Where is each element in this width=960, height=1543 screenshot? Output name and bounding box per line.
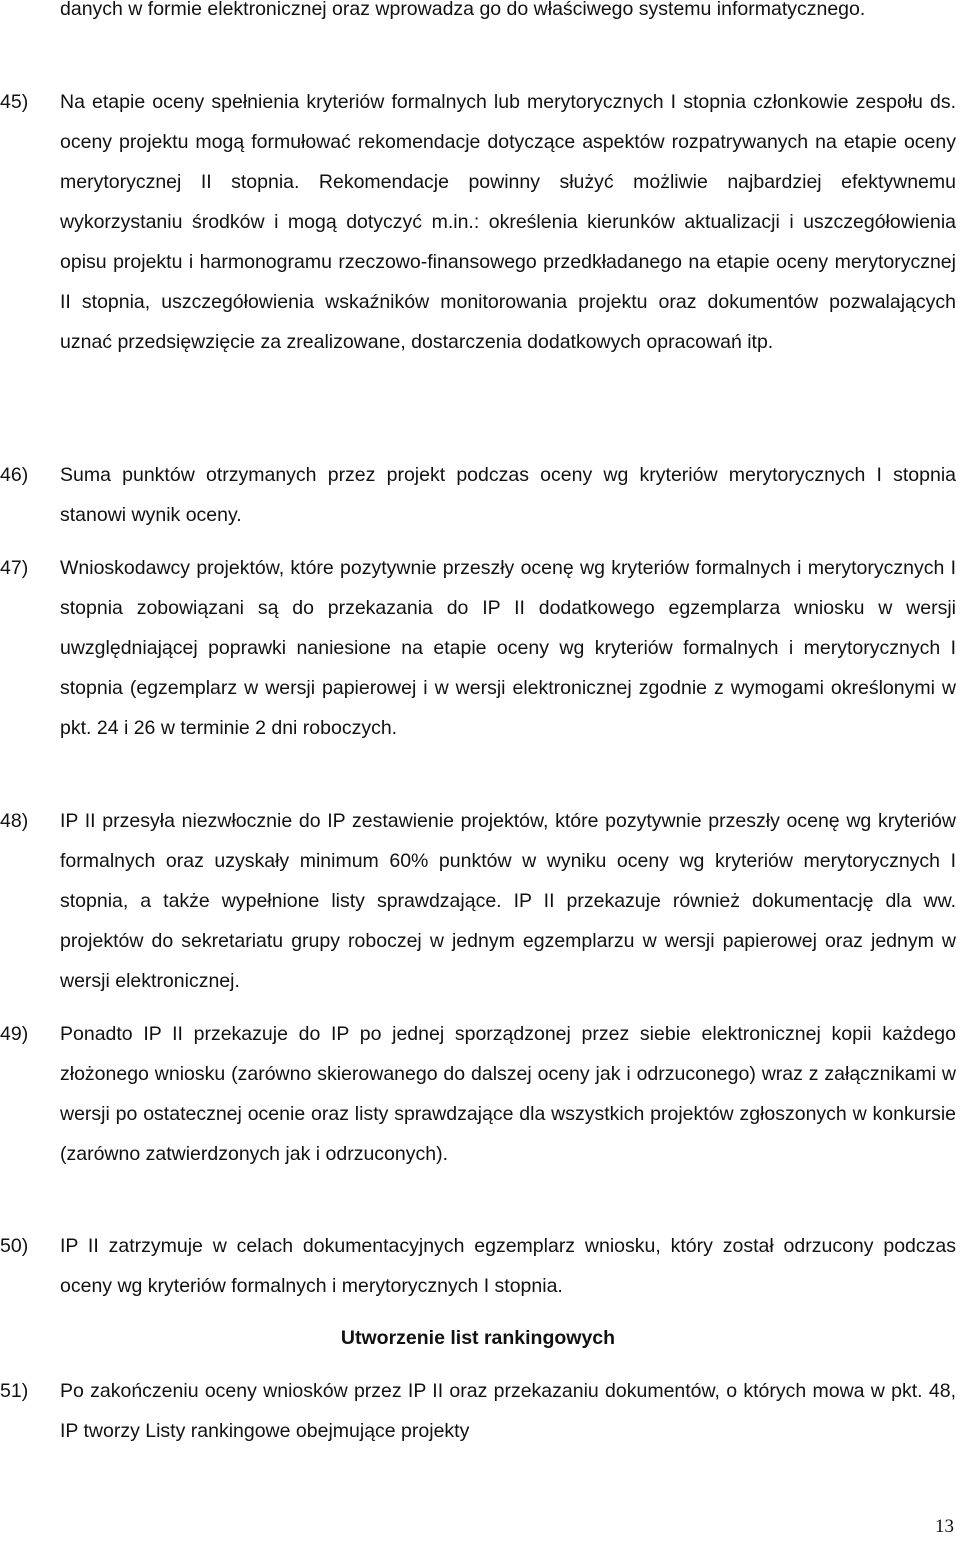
page-number: 13	[935, 1516, 954, 1537]
item-number-45: 45)	[0, 91, 29, 113]
item-number-50: 50)	[0, 1235, 29, 1257]
item-number-47: 47)	[0, 557, 29, 579]
item-text-49: Ponadto IP II przekazuje do IP po jednej sporządzonej przez siebie elektronicznej kopii każdego złożonego wniosku (zarówno skierowanego do dalszej oceny jak i odrzuconego) wraz z załącznikami w wersji po ostatecznej ocenie oraz listy sprawdzające dla wszystkich projektów zgłoszonych w konkursie (zarówno zatwierdzonych jak i odrzuconych).	[60, 1023, 956, 1165]
item-number-46: 46)	[0, 464, 29, 486]
section-heading: Utworzenie list rankingowych	[340, 1327, 616, 1349]
item-text-47: Wnioskodawcy projektów, które pozytywnie przeszły ocenę wg kryteriów formalnych i merytorycznych I stopnia zobowiązani są do przekazania do IP II dodatkowego egzemplarza wniosku w wersji uwzględniającej poprawki naniesione na etapie oceny wg kryteriów formalnych i merytorycznych I stopnia (egzemplarz w wersji papierowej i w wersji elektronicznej zgodnie z wymogami określonymi w pkt. 24 i 26 w terminie 2 dni roboczych.	[60, 557, 956, 739]
item-text-50: IP II zatrzymuje w celach dokumentacyjnych egzemplarz wniosku, który został odrzucony podczas oceny wg kryteriów formalnych i merytorycznych I stopnia.	[60, 1235, 956, 1297]
item-number-49: 49)	[0, 1023, 29, 1045]
continuation-paragraph: danych w formie elektronicznej oraz wprowadza go do właściwego systemu informatycznego.	[60, 0, 866, 20]
item-text-48: IP II przesyła niezwłocznie do IP zestawienie projektów, które pozytywnie przeszły ocenę wg kryteriów formalnych oraz uzyskały minimum 60% punktów w wyniku oceny wg kryteriów merytorycznych I stopnia, a także wypełnione listy sprawdzające. IP II przekazuje również dokumentację dla ww. projektów do sekretariatu grupy roboczej w jednym egzemplarzu w wersji papierowej oraz jednym w wersji elektronicznej.	[60, 810, 956, 992]
item-text-46: Suma punktów otrzymanych przez projekt podczas oceny wg kryteriów merytorycznych I stopnia stanowi wynik oceny.	[60, 464, 956, 526]
item-number-51: 51)	[0, 1380, 29, 1402]
item-text-45: Na etapie oceny spełnienia kryteriów formalnych lub merytorycznych I stopnia członkowie zespołu ds. oceny projektu mogą formułować rekomendacje dotyczące aspektów rozpatrywanych na etapie oceny merytorycznej II stopnia. Rekomendacje powinny służyć możliwie najbardziej efektywnemu wykorzystaniu środków i mogą dotyczyć m.in.: określenia kierunków aktualizacji i uszczegółowienia opisu projektu i harmonogramu rzeczowo-finansowego przedkładanego na etapie oceny merytorycznej II stopnia, uszczegółowienia wskaźników monitorowania projektu oraz dokumentów pozwalających uznać przedsięwzięcie za zrealizowane, dostarczenia dodatkowych opracowań itp.	[60, 91, 956, 353]
item-text-51: Po zakończeniu oceny wniosków przez IP II oraz przekazaniu dokumentów, o których mowa w pkt. 48, IP tworzy Listy rankingowe obejmujące projekty	[60, 1380, 956, 1442]
item-number-48: 48)	[0, 810, 29, 832]
